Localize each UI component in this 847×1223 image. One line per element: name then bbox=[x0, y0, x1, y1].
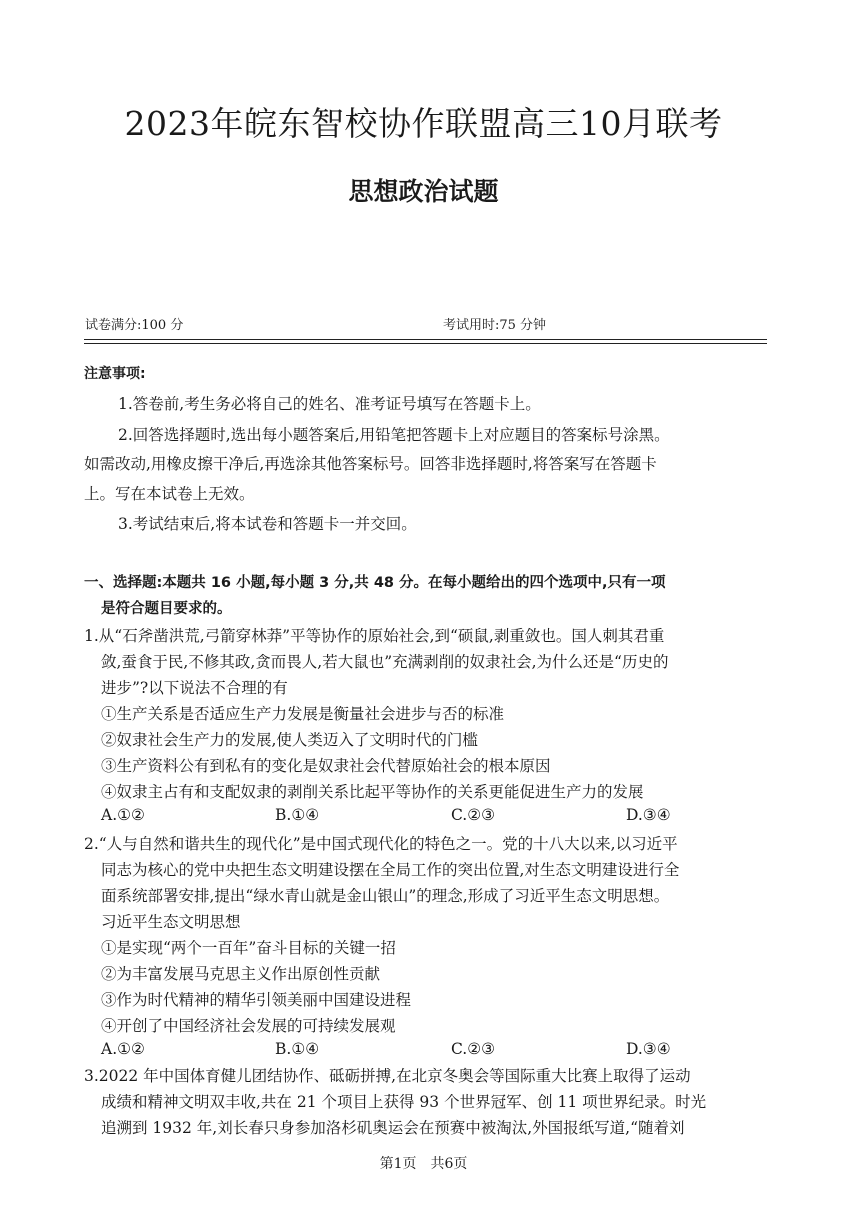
q2-option-b: B.①④ bbox=[275, 1040, 320, 1058]
page-footer: 第1页 共6页 bbox=[379, 1156, 468, 1172]
q1-statement-1: ①生产关系是否适应生产力发展是衡量社会进步与否的标准 bbox=[101, 705, 505, 723]
q1-option-b: B.①④ bbox=[275, 806, 320, 824]
q1-stem-line-1: 1.从“石斧凿洪荒,弓箭穿林莽”平等协作的原始社会,到“硕鼠,剥重敛也。国人刺其君重 bbox=[84, 627, 665, 645]
notice-heading: 注意事项: bbox=[84, 366, 146, 382]
notice-item-3: 3.考试结束后,将本试卷和答题卡一并交回。 bbox=[118, 515, 417, 533]
q1-option-d: D.③④ bbox=[626, 806, 671, 824]
q3-stem-line-3: 追溯到 1932 年,刘长春只身参加洛杉矶奥运会在预赛中被淘汰,外国报纸写道,“随着刘 bbox=[101, 1119, 685, 1137]
q3-stem-line-2: 成绩和精神文明双丰收,共在 21 个项目上获得 93 个世界冠军、创 11 项世界纪录。时光 bbox=[101, 1093, 707, 1111]
q2-option-d: D.③④ bbox=[626, 1040, 671, 1058]
header-rule-top bbox=[84, 339, 767, 340]
q1-statement-4: ④奴隶主占有和支配奴隶的剥削关系比起平等协作的关系更能促进生产力的发展 bbox=[101, 783, 644, 801]
header-rule-bottom bbox=[84, 343, 767, 344]
q2-option-c: C.②③ bbox=[451, 1040, 496, 1058]
section-1-heading-line-2: 是符合题目要求的。 bbox=[101, 601, 232, 617]
section-1-heading-line-1: 一、选择题:本题共 16 小题,每小题 3 分,共 48 分。在每小题给出的四个选项中,只有一项 bbox=[84, 575, 666, 591]
q2-option-a: A.①② bbox=[101, 1040, 145, 1058]
exam-title: 2023年皖东智校协作联盟高三10月联考 bbox=[124, 104, 723, 143]
q2-statement-3: ③作为时代精神的精华引领美丽中国建设进程 bbox=[101, 991, 412, 1009]
notice-item-2-line-1: 2.回答选择题时,选出每小题答案后,用铅笔把答题卡上对应题目的答案标号涂黑。 bbox=[118, 426, 670, 444]
full-score-label: 试卷满分:100 分 bbox=[85, 318, 184, 333]
q2-statement-2: ②为丰富发展马克思主义作出原创性贡献 bbox=[101, 965, 381, 983]
q1-stem-line-3: 进步”?以下说法不合理的有 bbox=[101, 679, 288, 697]
q2-statement-4: ④开创了中国经济社会发展的可持续发展观 bbox=[101, 1017, 396, 1035]
q3-stem-line-1: 3.2022 年中国体育健儿团结协作、砥砺拼搏,在北京冬奥会等国际重大比赛上取得了运动 bbox=[84, 1067, 691, 1085]
q1-option-a: A.①② bbox=[101, 806, 145, 824]
q1-statement-3: ③生产资料公有到私有的变化是奴隶社会代替原始社会的根本原因 bbox=[101, 757, 551, 775]
q1-stem-line-2: 敛,蚕食于民,不修其政,贪而畏人,若大鼠也”充满剥削的奴隶社会,为什么还是“历史的 bbox=[101, 653, 669, 671]
q2-stem-line-2: 同志为核心的党中央把生态文明建设摆在全局工作的突出位置,对生态文明建设进行全 bbox=[101, 861, 680, 879]
q2-stem-line-1: 2.“人与自然和谐共生的现代化”是中国式现代化的特色之一。党的十八大以来,以习近平 bbox=[84, 835, 678, 853]
exam-time-label: 考试用时:75 分钟 bbox=[443, 318, 547, 333]
q2-statement-1: ①是实现“两个一百年”奋斗目标的关键一招 bbox=[101, 939, 396, 957]
notice-item-2-line-2: 如需改动,用橡皮擦干净后,再选涂其他答案标号。回答非选择题时,将答案写在答题卡 bbox=[84, 455, 657, 473]
exam-subtitle: 思想政治试题 bbox=[348, 177, 499, 206]
notice-item-1: 1.答卷前,考生务必将自己的姓名、准考证号填写在答题卡上。 bbox=[118, 395, 541, 413]
q1-statement-2: ②奴隶社会生产力的发展,使人类迈入了文明时代的门槛 bbox=[101, 731, 478, 749]
notice-item-2-line-3: 上。写在本试卷上无效。 bbox=[84, 485, 255, 503]
q2-stem-line-3: 面系统部署安排,提出“绿水青山就是金山银山”的理念,形成了习近平生态文明思想。 bbox=[101, 887, 670, 905]
q2-stem-line-4: 习近平生态文明思想 bbox=[101, 913, 241, 931]
q1-option-c: C.②③ bbox=[451, 806, 496, 824]
